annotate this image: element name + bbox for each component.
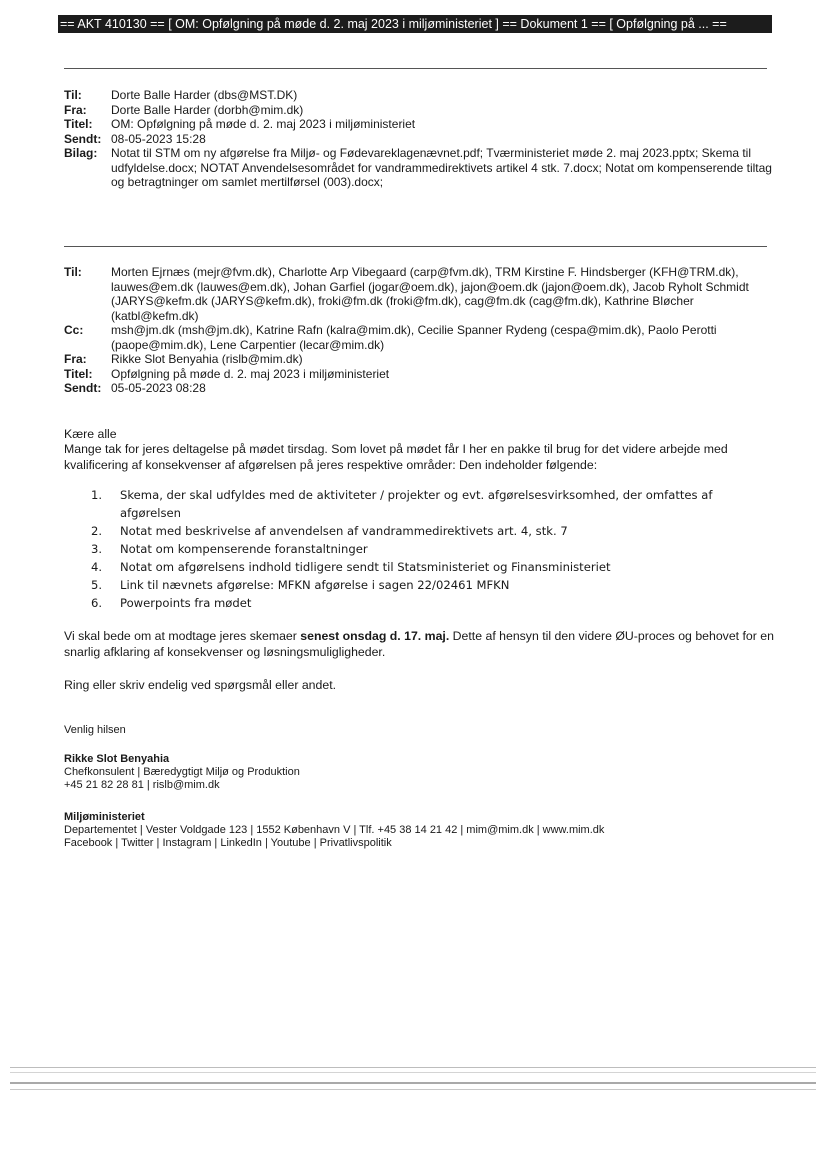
signature-block: [64, 753, 300, 792]
list-text: Link til nævnets afgørelse: MFKN afgørelse i sagen 22/02461 MFKN: [120, 578, 510, 592]
list-item: [86, 576, 766, 594]
sent-label: Sendt:: [64, 131, 102, 146]
document-banner: == AKT 410130 == [ OM: Opfølgning på møde d. 2. maj 2023 i miljøministeriet ] == Dokument 1 == [ Opfølgning på ... ==: [58, 15, 772, 33]
attachments-value: Notat til STM om ny afgørelse fra Miljø- og Fødevareklagenævnet.pdf; Tværministeriet møde 2. maj 2023.pptx; Skema til udfyldelse.docx; NOTAT Anvendelsesområdet for vandrammedirektivets artikel 4 stk. 7.docx; Notat om kompenserende tiltag og betragtninger om samlet mertilførsel (003).docx;: [111, 146, 772, 189]
list-number: 6.: [91, 596, 103, 610]
organization-links: Facebook | Twitter | Instagram | LinkedIn | Youtube | Privatlivspolitik: [64, 837, 392, 849]
list-text: Notat om afgørelsens indhold tidligere sendt til Statsministeriet og Finansministeriet: [120, 560, 611, 574]
deadline-post: Dette af hensyn til den videre ØU-proces og behovet for en snarlig afklaring af konsekvenser og løsningsmuligligheder.: [64, 629, 774, 659]
sent-row: [64, 381, 774, 396]
sent-value: 05-05-2023 08:28: [111, 381, 206, 395]
to-value: Dorte Balle Harder (dbs@MST.DK): [111, 88, 298, 102]
to-row: [64, 88, 774, 103]
list-number: 3.: [91, 542, 103, 556]
scan-artifact: [10, 1067, 816, 1068]
organization-name: Miljøministeriet: [64, 811, 145, 823]
scan-artifact: [10, 1089, 816, 1090]
organization-block: [64, 811, 604, 850]
cc-value: msh@jm.dk (msh@jm.dk), Katrine Rafn (kalra@mim.dk), Cecilie Spanner Rydeng (cespa@mim.dk), Paolo Perotti (paope@mim.dk), Lene Carpentier (lecar@mim.dk): [111, 323, 717, 352]
to-label: Til:: [64, 88, 82, 102]
email-header-1: [64, 88, 774, 190]
from-label: Fra:: [64, 102, 87, 117]
to-row: [64, 265, 774, 323]
attachments-row: [64, 146, 774, 190]
list-text: Skema, der skal udfyldes med de aktiviteter / projekter og evt. afgørelsesvirksomhed, der omfattes af afgørelsen: [120, 488, 713, 520]
list-text: Powerpoints fra mødet: [120, 596, 252, 610]
sent-value: 08-05-2023 15:28: [111, 131, 206, 146]
from-row: [64, 352, 774, 367]
deadline-date: senest onsdag d. 17. maj.: [300, 629, 450, 643]
divider: [64, 246, 767, 247]
sent-label: Sendt:: [64, 381, 102, 395]
scan-artifact: [10, 1082, 816, 1084]
cc-label: Cc:: [64, 323, 84, 337]
list-number: 1.: [91, 488, 103, 502]
title-row: [64, 367, 774, 382]
list-text: Notat med beskrivelse af anvendelsen af vandrammedirektivets art. 4, stk. 7: [120, 524, 568, 538]
signature-role: Chefkonsulent | Bæredygtigt Miljø og Produktion: [64, 766, 300, 778]
greeting: Kære alle: [64, 427, 117, 441]
intro-paragraph: Mange tak for jeres deltagelse på mødet tirsdag. Som lovet på mødet får I her en pakke til brug for det videre arbejde med kvalificering af konsekvenser af afgørelsen på jeres respektive områder: Den indeholder følgende:: [64, 442, 728, 472]
to-value: Morten Ejrnæs (mejr@fvm.dk), Charlotte Arp Vibegaard (carp@fvm.dk), TRM Kirstine F. Hindsberger (KFH@TRM.dk), lauwes@em.dk (lauwes@em.dk), Johan Garfiel (jogar@oem.dk), jajon@oem.dk (jajon@oem.dk), Jacob Ryholt Schmidt (JARYS@kefm.dk (JARYS@kefm.dk), froki@fm.dk (froki@fm.dk), cag@fm.dk (cag@fm.dk), Kathrine Bløcher (katbl@kefm.dk): [111, 265, 749, 323]
from-label: Fra:: [64, 352, 87, 366]
scan-artifact: [10, 1072, 816, 1073]
list-number: 5.: [91, 578, 103, 592]
signature-contact: +45 21 82 28 81 | rislb@mim.dk: [64, 779, 220, 791]
closing-line: Ring eller skriv endelig ved spørgsmål eller andet.: [64, 678, 337, 692]
deadline-paragraph: [64, 628, 776, 660]
list-text: Notat om kompenserende foranstaltninger: [120, 542, 368, 556]
title-row: [64, 117, 774, 132]
list-item: [86, 594, 766, 612]
title-value: Opfølgning på møde d. 2. maj 2023 i miljøministeriet: [111, 366, 390, 381]
from-value: Dorte Balle Harder (dorbh@mim.dk): [111, 102, 304, 117]
email-header-2: [64, 265, 774, 396]
to-label: Til:: [64, 265, 82, 279]
list-item: [86, 558, 766, 576]
title-value: OM: Opfølgning på møde d. 2. maj 2023 i miljøministeriet: [111, 117, 416, 131]
divider: [64, 68, 767, 69]
attachment-list: [86, 486, 766, 612]
title-label: Titel:: [64, 117, 93, 131]
attachments-label: Bilag:: [64, 146, 98, 160]
regards: Venlig hilsen: [64, 724, 126, 736]
list-number: 4.: [91, 560, 103, 574]
title-label: Titel:: [64, 366, 93, 381]
from-value: Rikke Slot Benyahia (rislb@mim.dk): [111, 352, 303, 366]
signature-name: Rikke Slot Benyahia: [64, 753, 170, 765]
list-item: [86, 486, 766, 522]
list-item: [86, 522, 766, 540]
from-row: [64, 103, 774, 118]
cc-row: [64, 323, 774, 352]
list-item: [86, 540, 766, 558]
list-number: 2.: [91, 524, 103, 538]
sent-row: [64, 132, 774, 147]
organization-address: Departementet | Vester Voldgade 123 | 1552 København V | Tlf. +45 38 14 21 42 | mim@mim.dk | www.mim.dk: [64, 824, 605, 836]
deadline-pre: Vi skal bede om at modtage jeres skemaer: [64, 629, 301, 643]
